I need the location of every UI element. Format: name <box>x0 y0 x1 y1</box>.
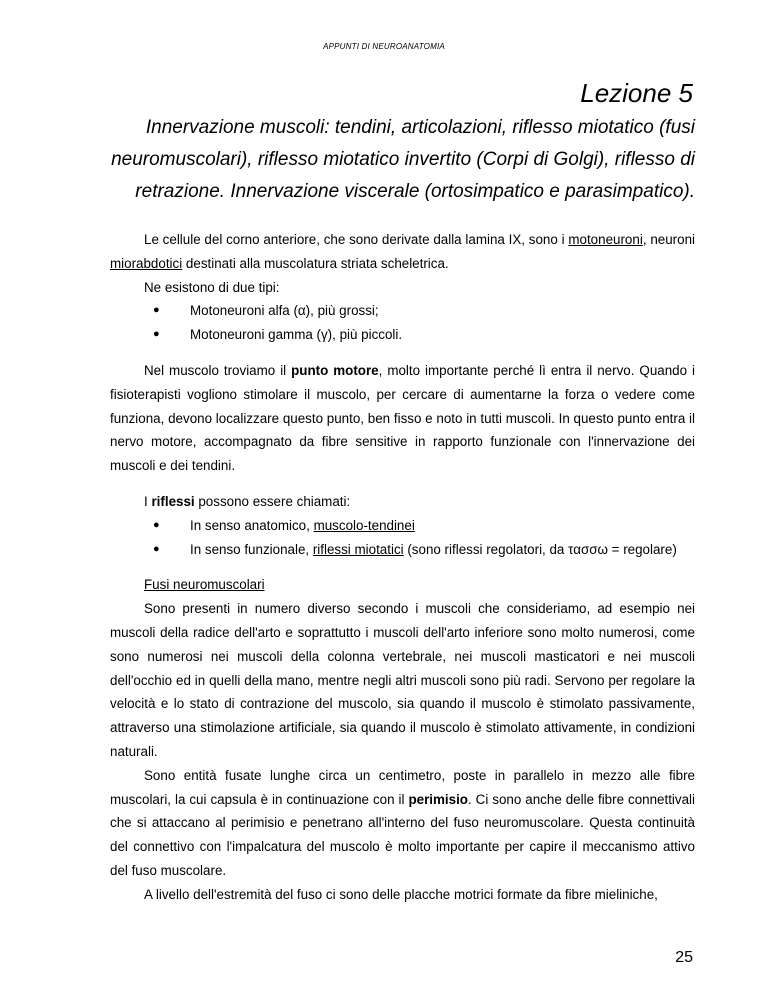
list-item-text: Motoneuroni alfa (α), più grossi; <box>190 303 379 319</box>
spacer <box>110 478 695 490</box>
document-body <box>110 228 695 907</box>
list-item <box>110 299 695 323</box>
list-item <box>110 538 695 562</box>
paragraph-riflessi <box>110 490 695 514</box>
term-muscolo-tendinei: muscolo-tendinei <box>313 517 415 533</box>
text-run: , molto importante perché lì entra il nervo. Quando i fisioterapisti vogliono stimolare il muscolo, per cercare di aumentarne la forza o vedere come funziona, devono localizzare questo punto, ben fisso e noto in tutti muscoli. In questo punto entra il nervo motore, accompagnato da fibre sensitive in rapporto funzionale con l'innervazione dei muscoli e dei tendini. <box>110 362 695 474</box>
text-run: destinati alla muscolatura striata scheletrica. <box>182 255 449 271</box>
paragraph-placche-motrici: A livello dell'estremità del fuso ci sono delle placche motrici formate da fibre mieliniche, <box>144 886 658 902</box>
term-riflessi-miotatici: riflessi miotatici <box>312 541 404 557</box>
section-heading <box>110 573 695 597</box>
page-number: 25 <box>675 949 693 966</box>
term-motoneuroni: motoneuroni <box>568 232 643 247</box>
bullet-icon: ● <box>153 518 160 531</box>
list-item <box>110 514 695 538</box>
paragraph-fusi-presenza: Sono presenti in numero diverso secondo i muscoli che consideriamo, ad esempio nei muscoli della radice dell'arto e soprattutto i muscoli dell'arto inferiore sono molto numerosi, come sono numerosi nei muscoli della colonna vertebrale, nei muscoli masticatori e nei muscoli dell'occhio ed in quelli della mano, mentre negli altri muscoli sono più radi. Servono per regolare la velocità e lo stato di contrazione del muscolo, sia quando il muscolo è stimolato passivamente, attraverso una stimolazione artificiale, sia quando il muscolo è stimolato attivamente, in condizioni naturali. <box>110 601 695 759</box>
term-punto-motore: punto motore <box>291 362 379 378</box>
bullet-icon: ● <box>153 304 160 317</box>
paragraph-motoneuroni <box>110 228 695 276</box>
text-run: . Ci sono anche delle fibre connettivali che si attaccano al perimisio e penetrano all'interno del fuso neuromuscolare. Questa continuità del connettivo con l'impalcatura del muscolo è molto importante per capire il meccanismo attivo del fuso muscolare. <box>110 791 695 878</box>
spacer <box>110 561 695 573</box>
running-header: APPUNTI DI NEUROANATOMIA <box>323 42 445 51</box>
lesson-subtitle: Innervazione muscoli: tendini, articolazioni, riflesso miotatico (fusi neuromuscolari), riflesso miotatico invertito (Corpi di Golgi), riflesso di retrazione. Innervazione viscerale (ortosimpatico e parasimpatico). <box>111 117 695 202</box>
lesson-title: Lezione 5 <box>580 78 693 108</box>
riflessi-list <box>110 514 695 562</box>
list-item-text: Motoneuroni gamma (γ), più piccoli. <box>190 327 403 343</box>
term-riflessi: riflessi <box>151 493 195 509</box>
paragraph-fusi-struttura <box>110 764 695 883</box>
text-run: possono essere chiamati: <box>194 493 351 509</box>
paragraph-punto-motore <box>110 359 695 478</box>
text-run: I <box>144 493 152 509</box>
text-run: Le cellule del corno anteriore, che sono derivate dalla lamina IX, sono i <box>144 232 569 247</box>
section-heading-text: Fusi neuromuscolari <box>144 577 265 593</box>
text-run: Nel muscolo troviamo il <box>144 362 292 378</box>
text-run: Sono entità fusate lunghe circa un centimetro, poste in parallelo in mezzo alle fibre muscolari, la cui capsula è in continuazione con il <box>110 767 695 807</box>
term-miorabdotici: miorabdotici <box>110 255 183 271</box>
spacer <box>110 347 695 359</box>
motoneuron-types-list <box>110 299 695 347</box>
text-run: In senso funzionale, <box>190 541 313 557</box>
text-run: In senso anatomico, <box>190 517 314 533</box>
term-perimisio: perimisio <box>408 791 468 807</box>
bullet-icon: ● <box>153 328 160 341</box>
bullet-icon: ● <box>153 542 160 555</box>
paragraph-types-intro: Ne esistono di due tipi: <box>144 279 280 295</box>
text-run: (sono riflessi regolatori, da τασσω = regolare) <box>403 541 677 557</box>
text-run: , neuroni <box>642 232 695 247</box>
list-item <box>110 323 695 347</box>
